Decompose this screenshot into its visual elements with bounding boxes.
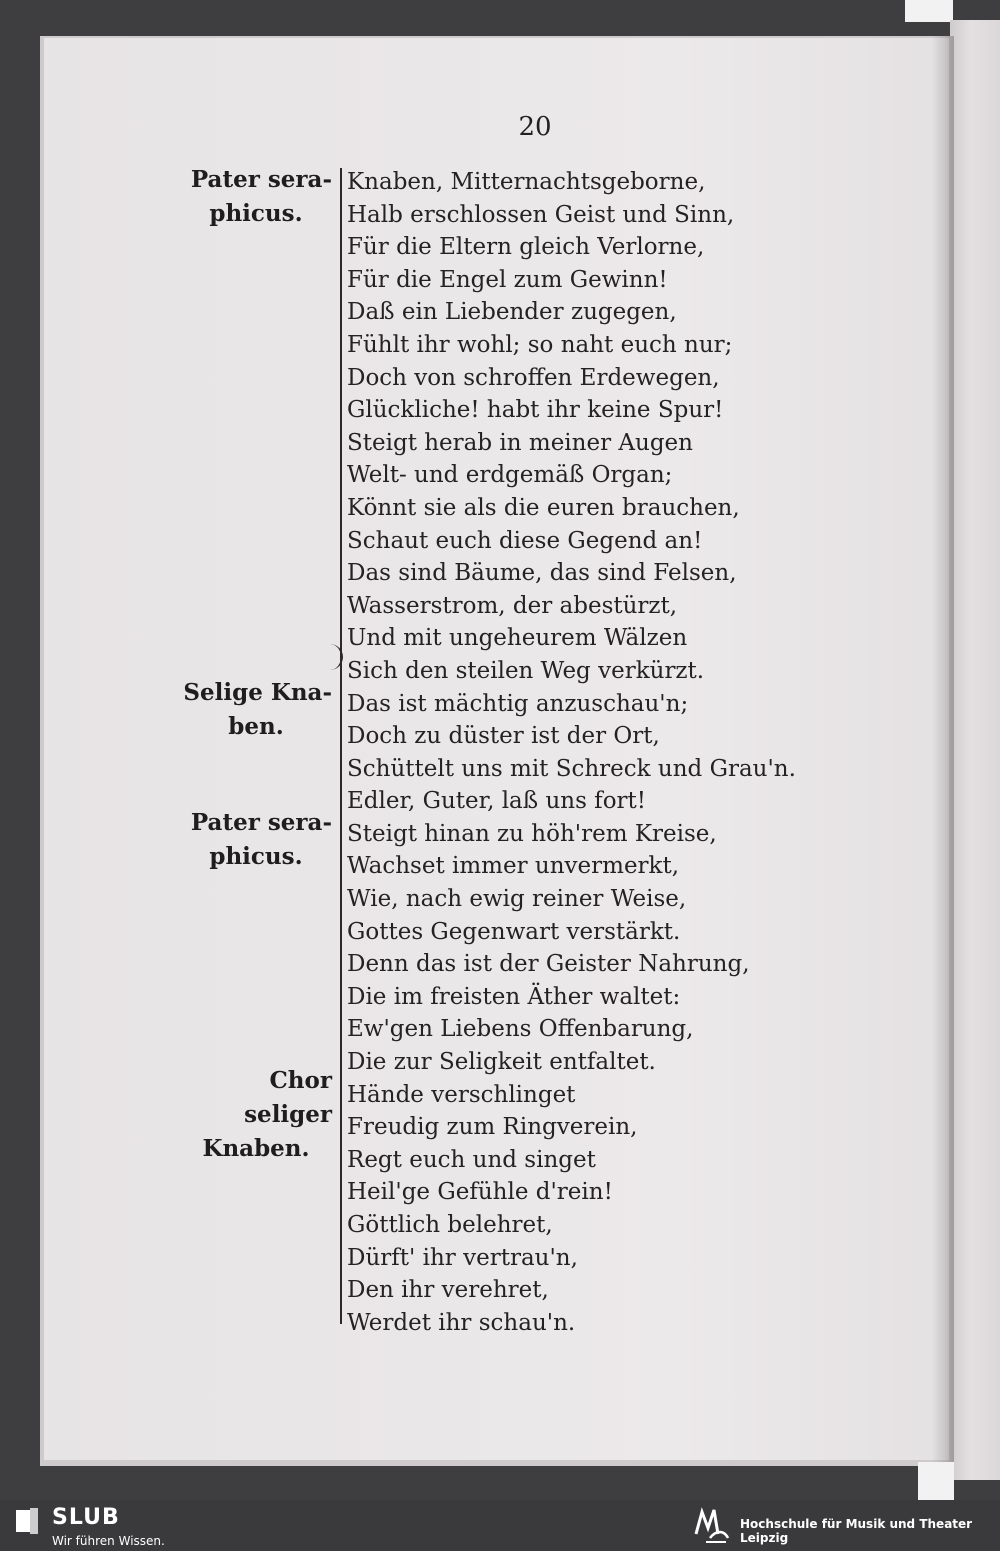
- verse-line: Das sind Bäume, das sind Felsen,: [347, 560, 737, 587]
- speaker-line: phicus.: [209, 200, 303, 227]
- verse-line: Steigt hinan zu höh'rem Kreise,: [347, 820, 717, 847]
- verse-line: Daß ein Liebender zugegen,: [347, 299, 677, 326]
- verse-line: Glückliche! habt ihr keine Spur!: [347, 397, 724, 424]
- speaker-line: Pater sera-: [190, 809, 332, 836]
- verse-line: Doch von schroffen Erdewegen,: [347, 364, 720, 391]
- hmt-logo-icon: [692, 1504, 732, 1546]
- verse-line: Werdet ihr schau'n.: [347, 1309, 576, 1336]
- verse-line: Wachset immer unvermerkt,: [347, 853, 680, 880]
- speaker-label: [180, 806, 332, 874]
- speaker-line: ben.: [228, 713, 284, 740]
- verse-line: Heil'ge Gefühle d'rein!: [347, 1179, 613, 1206]
- verse-line: Sich den steilen Weg verkürzt.: [347, 657, 705, 684]
- verse-line: Wasserstrom, der abestürzt,: [347, 592, 678, 619]
- speaker-label: [180, 1064, 332, 1166]
- verse-line: Halb erschlossen Geist und Sinn,: [347, 201, 735, 228]
- verse-line: Dürft' ihr vertrau'n,: [347, 1244, 578, 1271]
- speaker-brace: [340, 168, 342, 1324]
- verse-line: Wie, nach ewig reiner Weise,: [347, 886, 687, 913]
- verse-line: Doch zu düster ist der Ort,: [347, 723, 660, 750]
- speaker-label: [180, 676, 332, 744]
- verse-line: Knaben, Mitternachtsgeborne,: [347, 169, 706, 195]
- speaker-line: Selige Kna-: [183, 679, 332, 706]
- facing-page-edge: [950, 20, 1000, 1480]
- verse-line: Die im freisten Äther waltet:: [347, 983, 681, 1010]
- speaker-line: Chor seliger: [244, 1067, 332, 1128]
- speaker-line: Pater sera-: [190, 166, 332, 193]
- verse-line: Steigt herab in meiner Augen: [347, 429, 693, 456]
- verse-line: Für die Engel zum Gewinn!: [347, 266, 668, 293]
- verse-line: Welt- und erdgemäß Organ;: [347, 462, 673, 489]
- verse-line: Für die Eltern gleich Verlorne,: [347, 234, 705, 261]
- verse-block: [347, 166, 827, 1339]
- verse-line: Gottes Gegenwart verstärkt.: [347, 918, 681, 945]
- verse-line: Das ist mächtig anzuschau'n;: [347, 690, 689, 717]
- page-clip-top: [905, 0, 953, 22]
- slub-tagline: Wir führen Wissen.: [52, 1534, 165, 1548]
- slub-name: SLUB: [52, 1505, 120, 1530]
- speaker-line: Knaben.: [202, 1135, 310, 1162]
- verse-line: Die zur Seligkeit entfaltet.: [347, 1049, 656, 1076]
- verse-line: Ew'gen Liebens Offenbarung,: [347, 1016, 694, 1043]
- verse-line: Schaut euch diese Gegend an!: [347, 527, 703, 554]
- slub-logo-icon: [16, 1508, 38, 1534]
- verse-line: Denn das ist der Geister Nahrung,: [347, 951, 750, 978]
- verse-line: Freudig zum Ringverein,: [347, 1114, 638, 1141]
- verse-line: Regt euch und singet: [347, 1146, 596, 1173]
- page-gutter: [932, 36, 954, 1466]
- speaker-line: phicus.: [209, 843, 303, 870]
- page-number: 20: [518, 112, 552, 142]
- verse-line: Göttlich belehret,: [347, 1212, 553, 1238]
- verse-line: Den ihr verehret,: [347, 1277, 549, 1304]
- verse-line: Hände verschlinget: [347, 1081, 576, 1108]
- speaker-label: [180, 163, 332, 231]
- footer-bar: [0, 1500, 1000, 1551]
- verse-line: Könnt sie als die euren brauchen,: [347, 494, 740, 521]
- verse-line: Schüttelt uns mit Schreck und Grau'n.: [347, 755, 796, 782]
- page-clip-bottom: [918, 1462, 954, 1500]
- verse-line: Edler, Guter, laß uns fort!: [347, 788, 647, 815]
- verse-line: Und mit ungeheurem Wälzen: [347, 625, 688, 652]
- hmt-name: Hochschule für Musik und Theater Leipzig: [740, 1517, 973, 1545]
- verse-line: Fühlt ihr wohl; so naht euch nur;: [347, 331, 733, 358]
